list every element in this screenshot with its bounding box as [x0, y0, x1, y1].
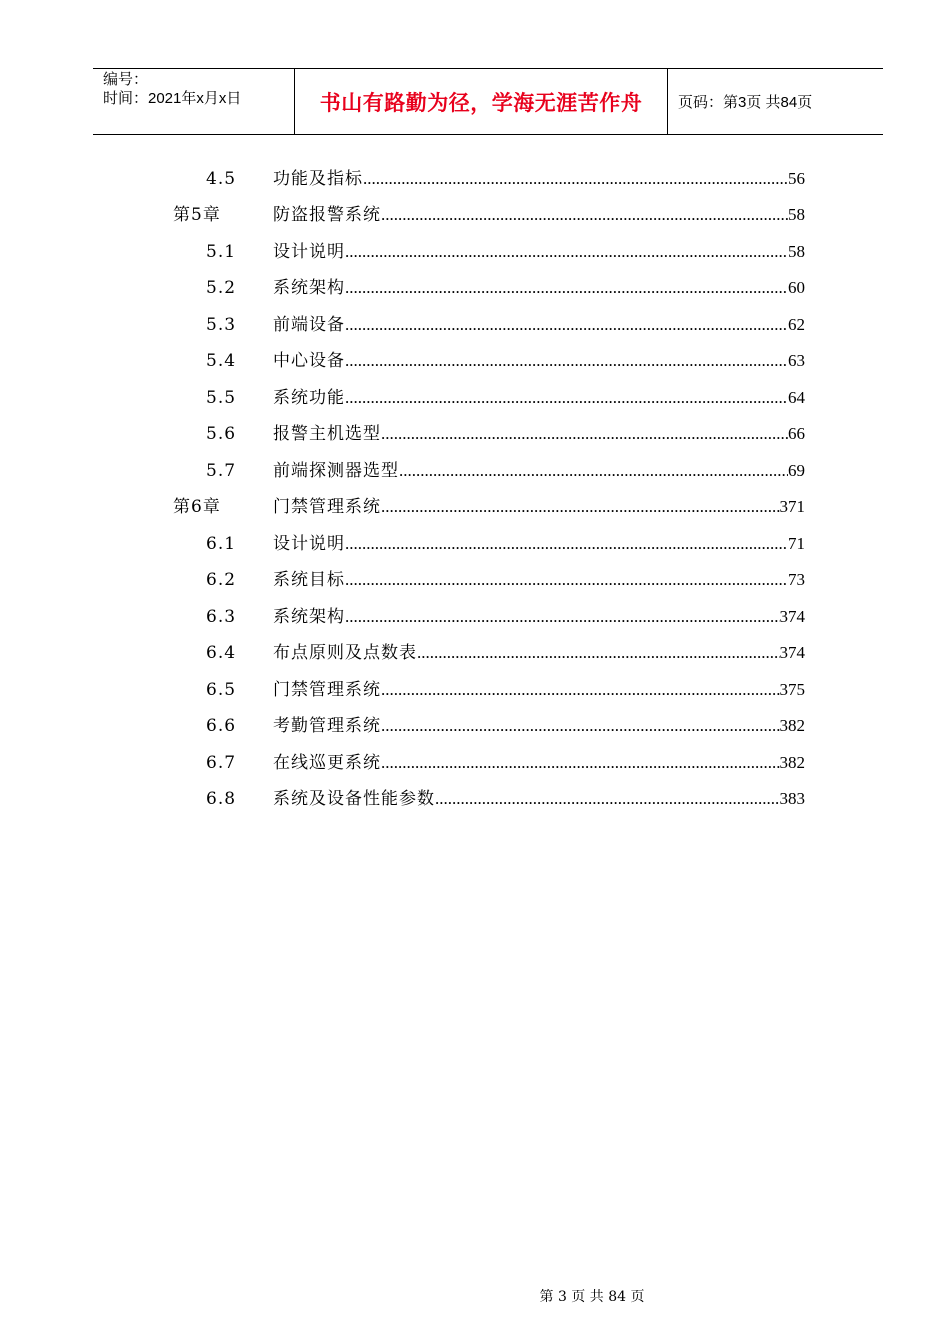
toc-entry-title: 功能及指标 [273, 169, 363, 189]
toc-entry-title: 设计说明 [273, 534, 345, 554]
page-header [93, 68, 883, 135]
toc-entry-title: 布点原则及点数表 [273, 643, 417, 663]
toc-entry-page: 371 [779, 497, 805, 516]
toc-leader-dots [345, 313, 788, 337]
header-motto-cell [295, 69, 668, 134]
toc-entry[interactable] [0, 714, 950, 738]
toc-entry-page: 383 [779, 789, 805, 808]
toc-entry-number: 5.6 [206, 424, 237, 444]
toc-leader-dots [345, 605, 780, 629]
toc-entry-title: 系统架构 [273, 278, 345, 298]
toc-leader-dots [363, 167, 788, 191]
toc-entry[interactable] [0, 349, 950, 373]
toc-leader-dots [345, 386, 788, 410]
toc-entry[interactable] [0, 568, 950, 592]
toc-entry[interactable] [0, 313, 950, 337]
toc-chapter-entry[interactable] [0, 495, 950, 519]
toc-leader-dots [381, 422, 788, 446]
toc-entry-number: 6.6 [206, 716, 237, 736]
toc-entry-number: 5.2 [206, 278, 237, 298]
toc-entry-page: 64 [788, 388, 805, 407]
toc-entry-page: 56 [788, 169, 805, 188]
toc-leader-dots [381, 203, 788, 227]
toc-entry[interactable] [0, 532, 950, 556]
document-number-label: 编号： [103, 71, 149, 88]
toc-leader-dots [381, 751, 780, 775]
toc-entry-number: 6.8 [206, 789, 237, 809]
toc-leader-dots [435, 787, 780, 811]
toc-leader-dots [345, 240, 788, 264]
toc-entry-title: 门禁管理系统 [273, 680, 381, 700]
toc-entry-title: 中心设备 [273, 351, 345, 371]
toc-entry-page: 58 [788, 242, 805, 261]
toc-entry-number: 6.3 [206, 607, 237, 627]
toc-entry-number: 6.1 [206, 534, 237, 554]
toc-entry-title: 防盗报警系统 [273, 205, 381, 225]
toc-entry[interactable] [0, 459, 950, 483]
toc-entry-number: 5.1 [206, 242, 237, 262]
toc-entry-page: 71 [788, 534, 805, 553]
toc-entry-page: 63 [788, 351, 805, 370]
toc-entry-title: 系统功能 [273, 388, 345, 408]
toc-entry-title: 系统目标 [273, 570, 345, 590]
toc-entry-number: 4.5 [206, 169, 237, 189]
header-page-cell [668, 69, 883, 134]
toc-entry-page: 66 [788, 424, 805, 443]
toc-leader-dots [399, 459, 788, 483]
toc-entry[interactable] [0, 386, 950, 410]
toc-entry-title: 报警主机选型 [273, 424, 381, 444]
toc-entry-number: 6.7 [206, 753, 237, 773]
toc-entry-page: 60 [788, 278, 805, 297]
header-motto: 书山有路勤为径，学海无涯苦作舟 [319, 90, 643, 115]
toc-entry[interactable] [0, 167, 950, 191]
toc-entry-title: 系统及设备性能参数 [273, 789, 435, 809]
toc-leader-dots [381, 495, 780, 519]
toc-entry-number: 5.7 [206, 461, 237, 481]
toc-leader-dots [381, 714, 780, 738]
toc-entry-number: 5.5 [206, 388, 237, 408]
toc-entry-page: 374 [779, 607, 805, 626]
toc-entry-number: 6.2 [206, 570, 237, 590]
toc-entry-number: 5.3 [206, 315, 237, 335]
toc-leader-dots [345, 349, 788, 373]
toc-leader-dots [417, 641, 780, 665]
toc-entry-page: 375 [779, 680, 805, 699]
page-footer [0, 1286, 950, 1306]
toc-entry-number: 5.4 [206, 351, 237, 371]
toc-entry-number: 第6章 [173, 497, 221, 517]
toc-entry-page: 73 [788, 570, 805, 589]
toc-entry[interactable] [0, 787, 950, 811]
toc-entry[interactable] [0, 641, 950, 665]
toc-leader-dots [381, 678, 780, 702]
toc-entry[interactable] [0, 605, 950, 629]
document-time-label: 时间：2021年x月x日 [103, 90, 242, 107]
toc-entry-title: 前端设备 [273, 315, 345, 335]
toc-entry-title: 前端探测器选型 [273, 461, 399, 481]
toc-entry-page: 382 [779, 753, 805, 772]
toc-entry[interactable] [0, 422, 950, 446]
footer-page-count: 第 3 页 共 84 页 [539, 1289, 645, 1305]
toc-entry-title: 考勤管理系统 [273, 716, 381, 736]
toc-chapter-entry[interactable] [0, 203, 950, 227]
toc-entry[interactable] [0, 751, 950, 775]
toc-leader-dots [345, 532, 788, 556]
toc-entry-page: 62 [788, 315, 805, 334]
toc-entry-title: 在线巡更系统 [273, 753, 381, 773]
toc-entry-title: 设计说明 [273, 242, 345, 262]
toc-entry[interactable] [0, 240, 950, 264]
toc-entry-number: 6.4 [206, 643, 237, 663]
toc-entry-title: 系统架构 [273, 607, 345, 627]
toc-entry-page: 374 [779, 643, 805, 662]
toc-entry-number: 6.5 [206, 680, 237, 700]
toc-entry-page: 58 [788, 205, 805, 224]
toc-leader-dots [345, 276, 788, 300]
header-page-label: 页码：第3页 共84页 [678, 94, 813, 111]
header-info-cell [93, 69, 295, 134]
toc-entry[interactable] [0, 678, 950, 702]
toc-entry-page: 382 [779, 716, 805, 735]
toc-leader-dots [345, 568, 788, 592]
toc-entry-number: 第5章 [173, 205, 221, 225]
toc-entry-title: 门禁管理系统 [273, 497, 381, 517]
toc-entry[interactable] [0, 276, 950, 300]
toc-entry-page: 69 [788, 461, 805, 480]
